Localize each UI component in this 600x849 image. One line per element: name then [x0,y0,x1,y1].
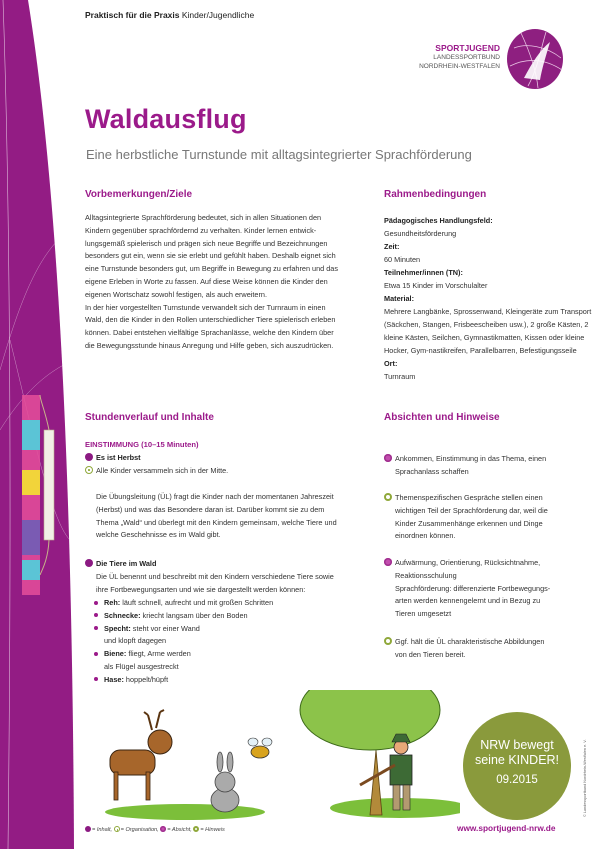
animal-name: Specht: [104,623,131,633]
rahmen-label: Teilnehmer/innen (TN): [384,268,463,277]
sportjugend-logo-text [419,44,500,71]
logo-line-2: LANDESSPORTBUND [433,54,500,61]
paragraph-line: lungsgemäß spielerisch und prägen sich neue Begriffe und Bezeichnungen [85,238,328,248]
note-line: Sprachförderung: differenzierte Fortbewegungs- [395,583,551,593]
note-line: Ankommen, Einstimmung in das Thema, einen [384,453,594,466]
item-tiere-im-wald [85,558,156,571]
rahmen-value: 60 Minuten [384,255,421,264]
hinweis-icon [384,637,392,645]
note-line: arten werden kennengelernt und in Bezug zu [395,596,541,606]
item-organisation [85,465,228,478]
paragraph-line: eine Turnstunde besonders gut, um Begriffe in Bewegung zu erfahren und das [85,264,338,274]
logo-line-3: NORDRHEIN-WESTFALEN [419,63,500,70]
tree-illustration [300,690,440,815]
badge-line-1: NRW bewegt [480,738,554,752]
animal-item [92,597,382,610]
animal-item [92,648,382,661]
item-tiere-im-wald-text [96,571,381,597]
bullet-icon [94,613,98,617]
animal-name: Reh: [104,598,121,607]
paragraph-line: Alltagsintegrierte Sprachförderung bedeutet, sich in allen Situationen den [85,213,322,222]
legend-organisation: = Organisation, [120,827,159,833]
organisation-icon [114,826,120,832]
note-line: Aufwärmung, Orientierung, Rücksichtnahme, [384,557,594,570]
bullet-icon [94,601,98,605]
animal-desc: fliegt, Arme werden [128,649,191,659]
series-category: Kinder/Jugendliche [181,10,255,20]
hinweis-icon [384,493,392,501]
rahmen-value: Mehrere Langbänke, Sprossenwand, Kleingeräte zum Transport (Säckchen, Stangen, Frisbeescheiben usw.), 2 große Kästen, 2 kleine Kästen, Seilchen, Gymnastikmatten, Kissen oder kleine Hocker, Gym-nastikreifen, Parallelbarren, Befestigungsseile [384,307,592,355]
bullet-icon [94,677,98,681]
absicht-icon [384,558,392,566]
rabbit-illustration [211,752,239,812]
bullet-icon [94,652,98,656]
paragraph-line: Wald, den die Kinder in den Rollen unterschiedlicher Tiere spielerisch erleben [85,315,336,325]
paragraph-line: Die Übungsleitung (ÜL) fragt die Kinder nach der momentanen Jahreszeit [96,492,334,501]
item-es-ist-herbst-text [96,491,381,542]
animal-item [92,610,382,623]
section-heading-rahmenbedingungen: Rahmenbedingungen [384,189,487,200]
rahmenbedingungen-list [384,214,594,383]
rahmen-label: Ort: [384,359,398,368]
legend-inhalt: = Inhalt, [92,827,113,833]
animal-desc: steht vor einer Wand [132,623,200,633]
organisation-text: Alle Kinder versammeln sich in der Mitte. [96,466,229,475]
note-item [384,492,594,543]
hinweis-icon [193,826,199,832]
absicht-icon [160,826,166,832]
paragraph-line: (Herbst) und was das Besondere daran ist. Darüber kommt sie zu dem [96,504,325,514]
section-heading-stundenverlauf: Stundenverlauf und Inhalte [85,412,214,423]
note-line: einordnen können. [395,531,456,541]
section-heading-absichten: Absichten und Hinweise [384,412,500,423]
organisation-icon [85,466,93,474]
series-header [85,10,254,20]
item-title: Es ist Herbst [96,453,141,462]
paragraph-line: Die ÜL benennt und beschreibt mit den Kindern verschiedene Tiere sowie [96,572,334,581]
item-title: Die Tiere im Wald [96,559,157,568]
rahmen-value: Gesundheitsförderung [384,229,457,238]
item-es-ist-herbst [85,452,141,465]
animal-desc: läuft schnell, aufrecht und mit großen Schritten [122,598,274,607]
nrw-bewegt-badge [463,712,571,820]
vorbemerkungen-text [85,212,380,353]
rahmen-label: Material: [384,294,415,303]
paragraph-line: welche Geschehnisse es im Wald gibt. [96,530,221,540]
animal-name: Hase: [104,674,124,684]
paragraph-line: ihre Fortbewegungsarten und wie sie dargestellt werden können: [96,584,306,594]
page-title: Waldausflug [85,104,247,134]
sportjugend-logo-icon [506,28,564,90]
note-line: Themenspezifischen Gespräche stellen einen [384,492,594,505]
paragraph-line: In der hier vorgestellten Turnstunde verwandelt sich der Turnraum in einen [85,302,326,312]
rahmen-value: Turnraum [384,372,416,381]
inhalt-icon [85,453,93,461]
animal-name: Biene: [104,649,127,659]
badge-line-2: seine KINDER! [474,753,560,767]
note-line: von den Tieren bereit. [395,649,466,659]
icon-legend [85,826,225,833]
paragraph-line: Thema „Wald“ und überlegt mit den Kindern gemeinsam, welche Tiere und [96,517,337,527]
paragraph-line: die Bewegungsstunde hinaus Anregung und Hilfe geben, sich auszudrücken. [85,340,334,350]
legend-hinweis: = Hinweis [200,827,225,833]
note-line: wichtigen Teil der Sprachförderung dar, weil die [395,505,548,515]
note-item [384,453,594,479]
badge-date: 09.2015 [496,774,538,786]
note-item [384,557,594,621]
rahmen-label: Zeit: [384,242,400,251]
animal-desc-cont: als Flügel ausgestreckt [104,661,179,671]
animal-desc: kriecht langsam über den Boden [142,610,248,620]
logo-line-1: SPORTJUGEND [435,43,500,53]
animal-desc-cont: und klopft dagegen [104,636,167,646]
legend-absicht: = Absicht, [167,827,192,833]
note-line: Reaktionsschulung [395,570,457,580]
section-heading-vorbemerkungen: Vorbemerkungen/Ziele [85,189,193,200]
forest-illustration [90,690,460,820]
series-title: Praktisch für die Praxis [85,10,180,20]
note-line: Kinder Zusammenhänge erkennen und Dinge [395,518,543,528]
note-item [384,636,594,662]
paragraph-line: Kindern gegenüber sprachfördernd zu verhalten. Kinder lernen entwick- [85,225,317,235]
note-line: Ggf. hält die ÜL charakteristische Abbildungen [384,636,594,649]
rahmen-label: Pädagogisches Handlungsfeld: [384,216,493,225]
sidebar-decoration [0,0,90,849]
deer-illustration [110,710,172,800]
animal-item [92,623,382,636]
paragraph-line: eigene Erleben in Worte zu fassen. Auf diese Weise können die Kinder den [85,276,328,286]
paragraph-line: können. Dabei entstehen vielfältige Sprachanlässe, welche den Kindern über [85,328,334,338]
animal-desc: hoppelt/hüpft [125,674,169,684]
note-line: Tieren umgesetzt [395,609,452,619]
inhalt-icon [85,826,91,832]
paragraph-line: eigenen Wortschatz sowohl festigen, als auch erweitern. [85,289,267,299]
bee-illustration [248,738,272,758]
inhalt-icon [85,559,93,567]
rahmen-value: Etwa 15 Kinder im Vorschulalter [384,281,488,290]
paragraph-line: besonders gut ein, wenn sie sie erlebt und gefühlt haben. Deshalb eignet sich [85,251,336,261]
copyright-text: © Landessportbund Nordrhein-Westfalen e. V. [583,739,587,817]
animal-item [92,674,382,687]
bullet-icon [94,626,98,630]
website-link[interactable]: www.sportjugend-nrw.de [457,823,556,833]
phase-heading: EINSTIMMUNG (10–15 Minuten) [85,440,199,449]
animal-list [92,597,382,687]
page-subtitle: Eine herbstliche Turnstunde mit alltagsintegrierter Sprachförderung [86,147,472,162]
absicht-icon [384,454,392,462]
animal-name: Schnecke: [104,610,141,620]
note-line: Sprachanlass schaffen [395,466,469,476]
